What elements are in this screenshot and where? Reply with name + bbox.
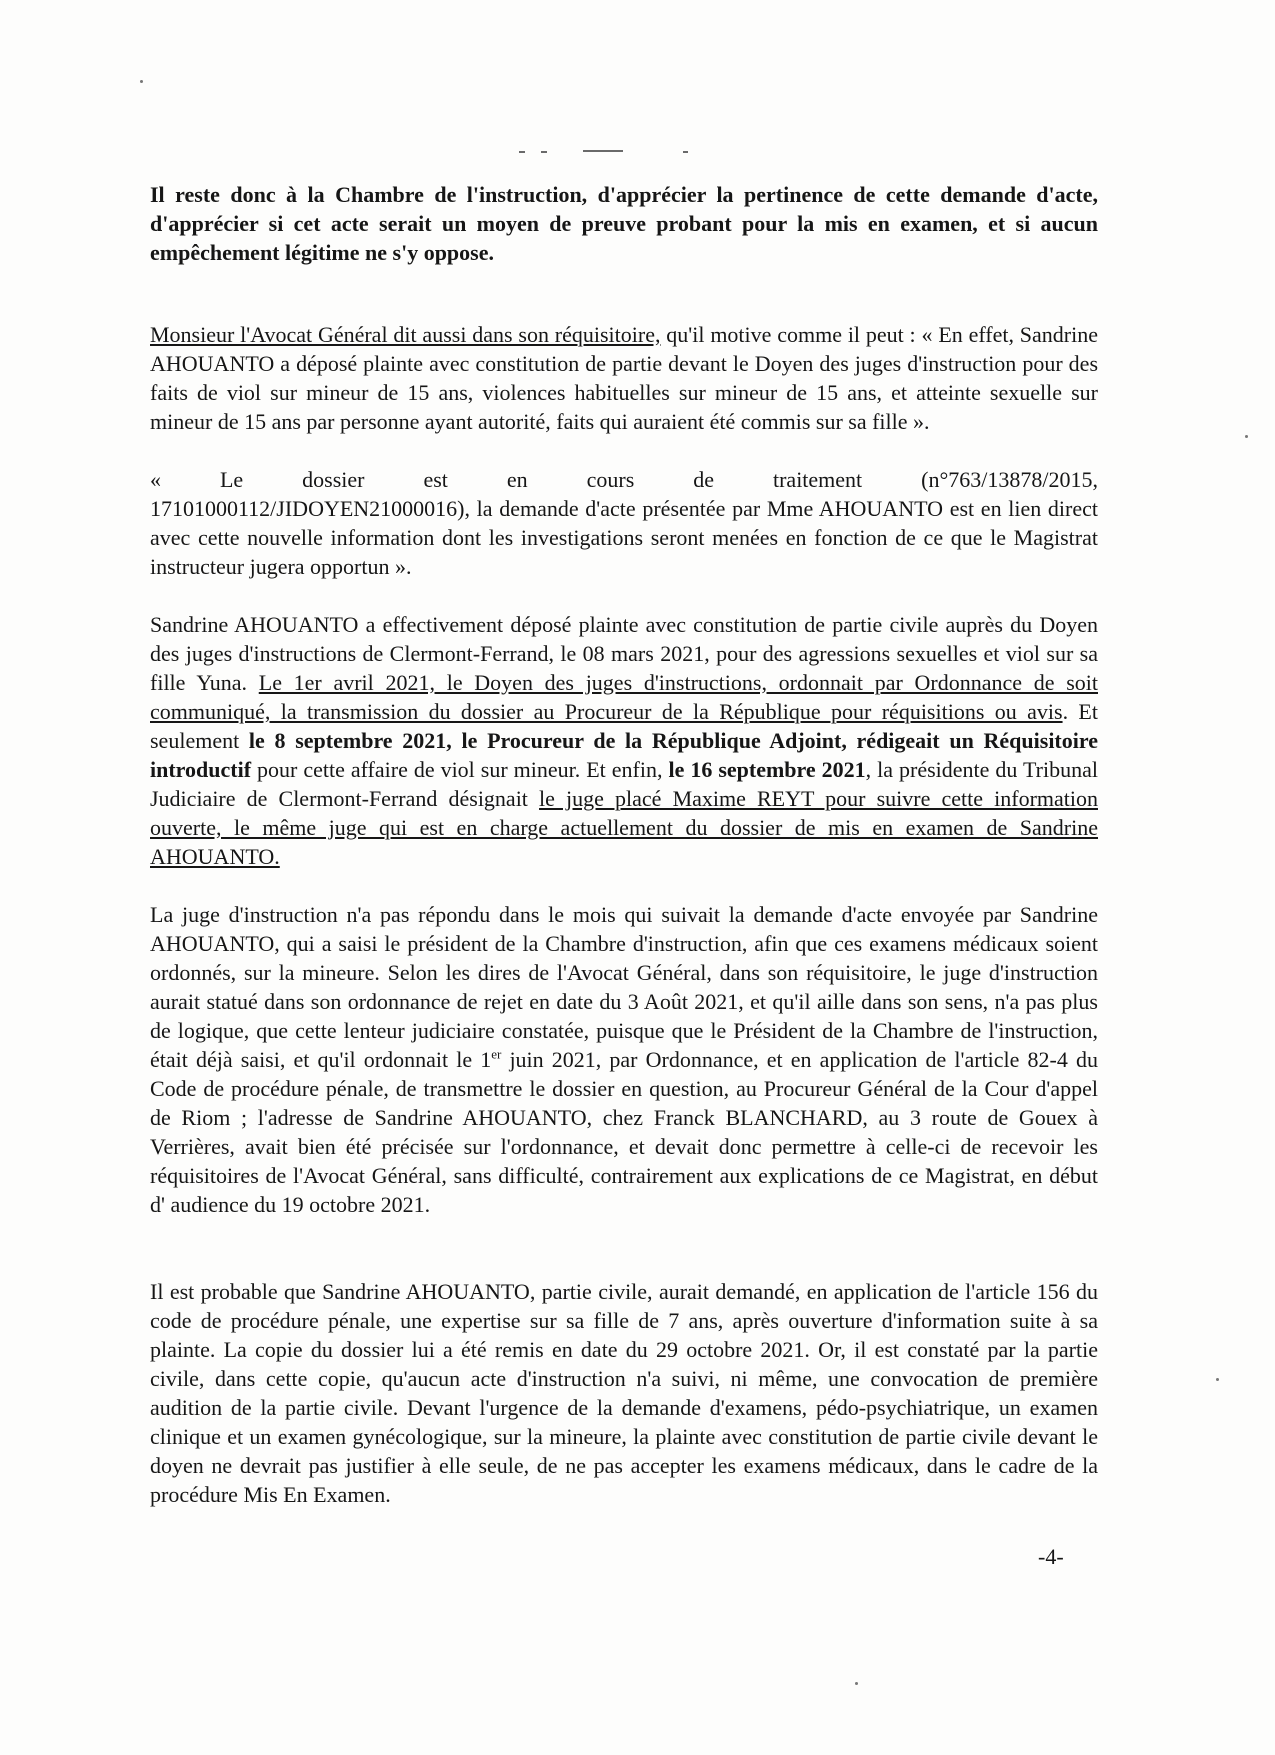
paragraph-avocat-general — [150, 320, 1098, 436]
paragraph-juge-instruction — [150, 900, 1098, 1219]
scan-mark — [541, 151, 547, 153]
juge-text-1: La juge d'instruction n'a pas répondu dans le mois qui suivait la demande d'acte envoyée par Sandrine AHOUANTO, qui a saisi le président de la Chambre d'instruction, afin que ces examens médicaux soient ordonnés, sur la mineure. Selon les dires de l'Avocat Général, dans son réquisitoire, le juge d'instruction aurait statué dans son ordonnance de rejet en date du 3 Août 2021, et qu'il aille dans son sens, n'a pas plus de logique, que cette lenteur judiciaire constatée, puisque que le Président de la Chambre de l'instruction, était déjà saisi, et qu'il ordonnait le 1 — [150, 902, 1098, 1072]
scan-mark — [683, 151, 688, 153]
paragraph-plainte — [150, 610, 1098, 871]
scan-speck — [855, 1682, 858, 1685]
dossier-quote-first-line: « Le dossier est en cours de traitement (n°763/13878/2015, — [150, 467, 1098, 492]
plainte-text-1: Sandrine AHOUANTO a effectivement déposé plainte avec constitution de partie civile auprès du Doyen des juges d'instructions de Clermont-Ferrand, le 08 mars 2021, pour des agressions sexuelles et viol sur sa fille Yuna. — [150, 612, 1098, 695]
plainte-text-4: , la présidente du Tribunal Judiciaire de Clermont-Ferrand désignait — [150, 757, 1098, 811]
plainte-underlined-1: Le 1er avril 2021, le Doyen des juges d'instructions, ordonnait par Ordonnance de soit communiqué, la transmission du dossier au Procureur de la République pour réquisitions ou avis — [150, 670, 1098, 724]
underlined-intro: Monsieur l'Avocat Général dit aussi dans son réquisitoire, — [150, 322, 661, 347]
plainte-underlined-2: le juge placé Maxime REYT pour suivre cette information ouverte, le même juge qui est en charge actuellement du dossier de mis en examen de Sandrine AHOUANTO. — [150, 786, 1098, 869]
plainte-text-2: . Et seulement — [150, 699, 1098, 753]
plainte-text-3: pour cette affaire de viol sur mineur. Et enfin, — [251, 757, 669, 782]
juge-text-2: juin 2021, par Ordonnance, et en application de l'article 82-4 du Code de procédure pénale, de transmettre le dossier en question, au Procureur Général de la Cour d'appel de Riom ; l'adresse de Sandrine AHOUANTO, chez Franck BLANCHARD, au 3 route de Gouex à Verrières, avait bien été précisée sur l'ordonnance, et devait donc permettre à celle-ci de recevoir les réquisitoires de l'Avocat Général, sans difficulté, contrairement aux explications de ce Magistrat, en début d' audience du 19 octobre 2021. — [150, 1047, 1098, 1217]
dossier-quote-text: 17101000112/JIDOYEN21000016), la demande d'acte présentée par Mme AHOUANTO est en lien direct avec cette nouvelle information dont les investigations seront menées en fonction de ce que le Magistrat instructeur jugera opportun ». — [150, 496, 1098, 579]
scan-mark — [583, 150, 623, 152]
paragraph-dossier-quote — [150, 465, 1098, 581]
scan-speck — [1245, 435, 1248, 438]
paragraph-avocat-general-text: qu'il motive comme il peut : « En effet, Sandrine AHOUANTO a déposé plainte avec constitution de partie devant le Doyen des juges d'instruction pour des faits de viol sur mineur de 15 ans, violences habituelles sur mineur de 15 ans, et atteinte sexuelle sur mineur de 15 ans par personne ayant autorité, faits qui auraient été commis sur sa fille ». — [150, 322, 1098, 434]
paragraph-conclusion: Il reste donc à la Chambre de l'instruction, d'apprécier la pertinence de cette demande d'acte, d'apprécier si cet acte serait un moyen de preuve probant pour la mis en examen, et si aucun empêchement légitime ne s'y oppose. — [150, 182, 1098, 265]
plainte-bold-1: le 8 septembre 2021, le Procureur de la République Adjoint, rédigeait un Réquisitoire introductif — [150, 728, 1098, 782]
scan-mark — [519, 151, 525, 153]
page-number: -4- — [1038, 1544, 1064, 1569]
plainte-bold-2: le 16 septembre 2021 — [668, 757, 866, 782]
scan-speck — [1216, 1378, 1219, 1381]
superscript-er: er — [491, 1046, 502, 1062]
scan-speck — [140, 80, 143, 83]
paragraph-expertise: Il est probable que Sandrine AHOUANTO, partie civile, aurait demandé, en application de l'article 156 du code de procédure pénale, une expertise sur sa fille de 7 ans, après ouverture d'information suite à sa plainte. La copie du dossier lui a été remis en date du 29 octobre 2021. Or, il est constaté par la partie civile, dans cette copie, qu'aucun acte d'instruction n'a suivi, ni même, une convocation de première audition de la partie civile. Devant l'urgence de la demande d'examens, pédo-psychiatrique, un examen clinique et un examen gynécologique, sur la mineure, la plainte avec constitution de partie civile devant le doyen ne devrait pas justifier à elle seule, de ne pas accepter les examens médicaux, dans le cadre de la procédure Mis En Examen. — [150, 1279, 1098, 1507]
